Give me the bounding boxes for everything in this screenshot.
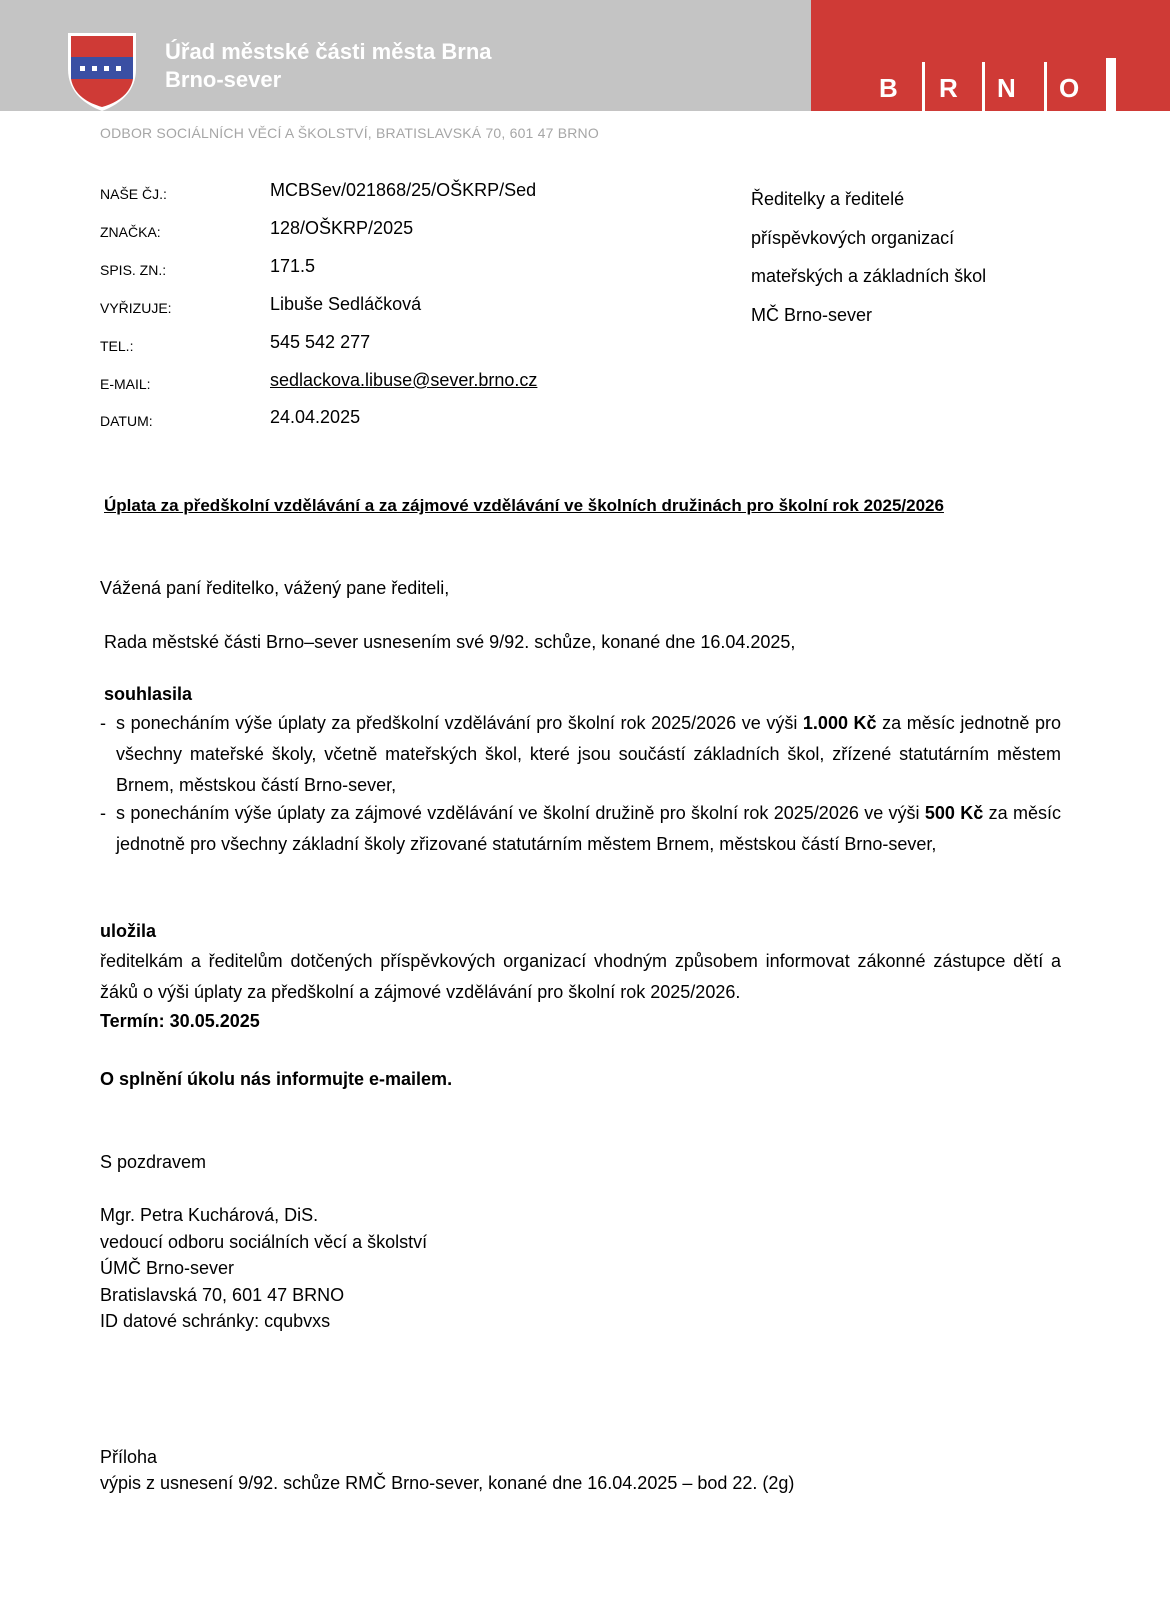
recipient-line: Ředitelky a ředitelé [751, 189, 905, 209]
coat-of-arms-icon [68, 33, 136, 111]
reference-value: 171.5 [270, 256, 316, 276]
list-item [100, 708, 1061, 801]
reference-label: E-MAIL: [100, 376, 151, 392]
agreed-heading: souhlasila [104, 684, 193, 704]
bullet-dash: - [100, 803, 106, 823]
reference-row [100, 332, 660, 362]
attachment-text: výpis z usnesení 9/92. schůze RMČ Brno-sever, konané dne 16.04.2025 – bod 22. (2g) [100, 1473, 795, 1493]
reference-label: VYŘIZUJE: [100, 300, 172, 316]
intro-paragraph: Rada městské části Brno–sever usnesením své 9/92. schůze, konané dne 16.04.2025, [104, 632, 796, 652]
reference-value: 545 542 277 [270, 332, 371, 352]
reference-value: Libuše Sedláčková [270, 294, 422, 314]
recipient-line: mateřských a základních škol [751, 266, 987, 286]
reference-label: DATUM: [100, 413, 153, 429]
list-item-text [116, 798, 1061, 860]
letterhead [0, 0, 1170, 111]
signature-line: ÚMČ Brno-sever [100, 1258, 235, 1278]
brno-logo-bar [1044, 62, 1047, 111]
department-address: ODBOR SOCIÁLNÍCH VĚCÍ A ŠKOLSTVÍ, BRATISLAVSKÁ 70, 601 47 BRNO [100, 125, 599, 141]
reference-value: 24.04.2025 [270, 407, 361, 427]
signature-line: vedoucí odboru sociálních věcí a školství [100, 1231, 428, 1252]
reference-row [100, 294, 660, 324]
brno-logo-letter-n: N [997, 73, 1016, 103]
reference-value: 128/OŠKRP/2025 [270, 218, 414, 238]
office-title-line1: Úřad městské části města Brna [165, 39, 492, 64]
reference-row [100, 256, 660, 286]
brno-logo-bar [922, 62, 925, 111]
recipient-line: MČ Brno-sever [751, 304, 873, 325]
reference-row [100, 218, 660, 248]
deadline: Termín: 30.05.2025 [100, 1011, 260, 1031]
reference-label: ZNAČKA: [100, 224, 161, 240]
brno-logo [857, 62, 1127, 111]
reference-label: SPIS. ZN.: [100, 262, 167, 278]
office-title [165, 38, 492, 94]
list-item [100, 798, 1061, 860]
recipient-address [751, 180, 986, 334]
list-item-text [116, 708, 1061, 801]
closing: S pozdravem [100, 1152, 207, 1172]
greeting: Vážená paní ředitelko, vážený pane řediteli, [100, 578, 450, 598]
attachment-heading: Příloha [100, 1447, 158, 1467]
imposed-paragraph: ředitelkám a ředitelům dotčených příspěvkových organizací vhodným způsobem informovat zákonné zástupce dětí a žáků o výši úplaty za předškolní a zájmové vzdělávání pro školní rok 2025/2026. [100, 951, 1061, 1002]
recipient-line: příspěvkových organizací [751, 227, 955, 248]
letter-subject: Úplata za předškolní vzdělávání a za zájmové vzdělávání ve školních družinách pro školní rok 2025/2026 [104, 496, 944, 515]
signature-line: Mgr. Petra Kuchárová, DiS. [100, 1205, 319, 1225]
bullet2-text-start: s ponecháním výše úplaty za zájmové vzdělávání ve školní družině pro školní rok 2025/2026 ve výši [116, 803, 925, 823]
reference-row [100, 180, 660, 210]
inform-request: O splnění úkolu nás informujte e-mailem. [100, 1069, 453, 1089]
brno-logo-letter-o: O [1059, 73, 1080, 103]
reference-row [100, 407, 660, 437]
bullet2-amount: 500 Kč [924, 803, 984, 823]
email-link[interactable]: sedlackova.libuse@sever.brno.cz [270, 370, 538, 390]
reference-row [100, 370, 660, 400]
signature-line: ID datové schránky: cqubvxs [100, 1311, 331, 1331]
reference-label: TEL.: [100, 338, 134, 354]
office-title-line2: Brno-sever [165, 67, 282, 92]
reference-value: MCBSev/021868/25/OŠKRP/Sed [270, 180, 537, 200]
signature-block [100, 1202, 427, 1335]
bullet-dash: - [100, 713, 106, 733]
bullet1-text-start: s ponecháním výše úplaty za předškolní vzdělávání pro školní rok 2025/2026 ve výši [116, 713, 803, 733]
brno-logo-letter-b: B [879, 73, 898, 103]
bullet2-text-end: za měsíc jednotně pro všechny základní školy zřizované statutárním městem Brnem, městskou částí Brno-sever, [116, 803, 1061, 854]
signature-line: Bratislavská 70, 601 47 BRNO [100, 1284, 345, 1305]
brno-logo-letter-r: R [939, 73, 958, 103]
bullet1-text-end: za měsíc jednotně pro všechny mateřské školy, včetně mateřských škol, které jsou součástí základních škol, zřízené statutárním městem Brnem, městskou částí Brno-sever, [116, 713, 1061, 795]
bullet1-amount: 1.000 Kč [802, 713, 877, 733]
brno-logo-bar [1106, 58, 1116, 111]
imposed-heading: uložila [100, 921, 157, 941]
reference-label: NAŠE ČJ.: [100, 186, 167, 202]
brno-logo-bar [982, 62, 985, 111]
